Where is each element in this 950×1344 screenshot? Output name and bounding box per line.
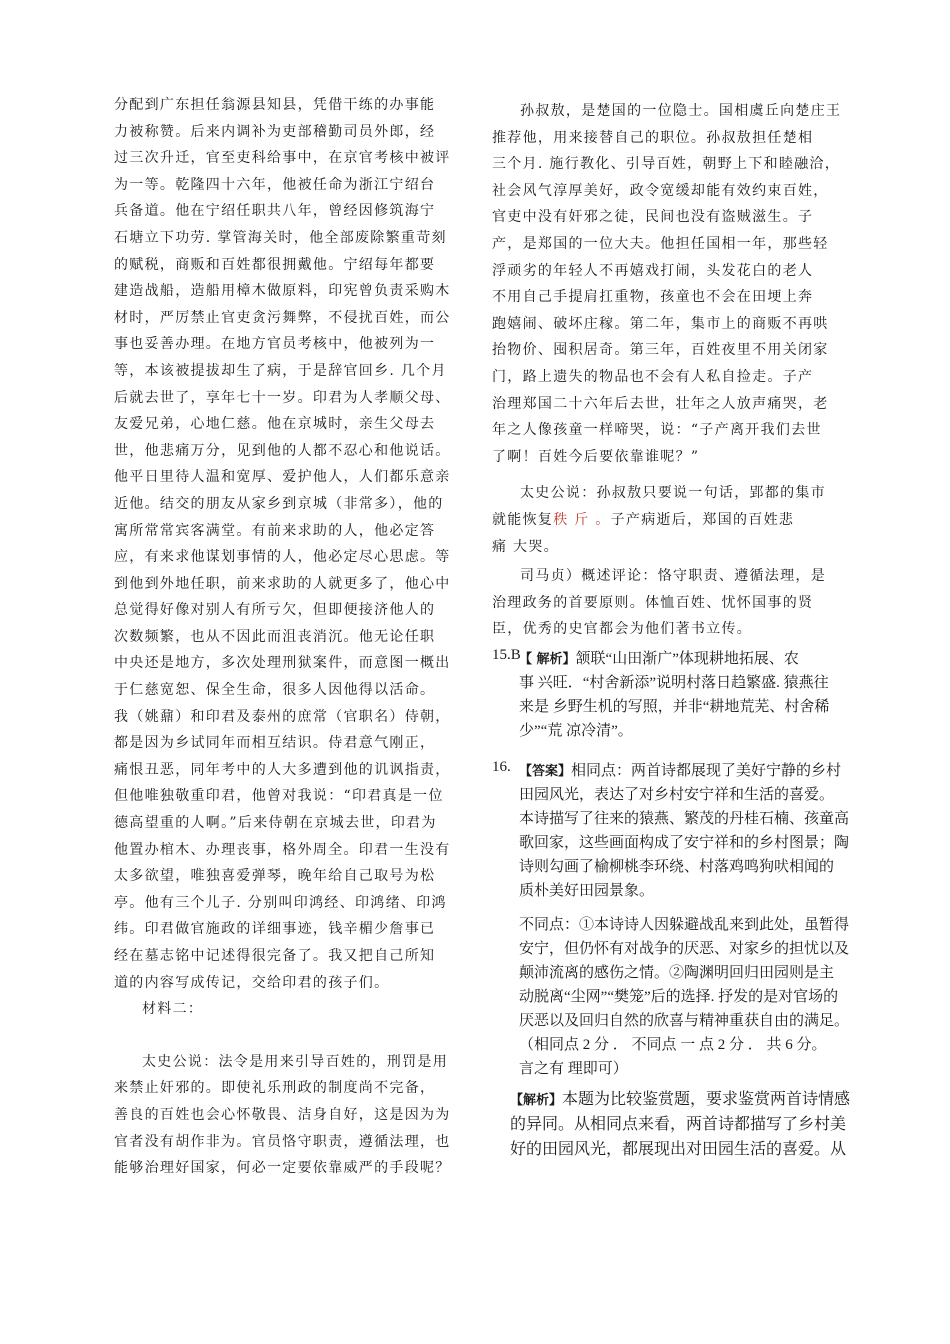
text-line: 痛 大哭。	[492, 538, 559, 555]
answer-line	[510, 1087, 864, 1112]
text-line: 三个月. 施行教化、引导百姓，朝野上下和睦融洽，	[492, 156, 841, 173]
analysis-body	[510, 1112, 864, 1162]
text-line: 中央还是地方，多次处理刑狱案件，而意图一概出	[114, 655, 451, 672]
text-line: 但他唯独敬重印君，他曾对我说：“印君真是一位	[114, 788, 444, 805]
text-line: 浮顽劣的年轻人不再嬉戏打闹，头发花白的老人	[492, 262, 814, 279]
text-line: 孙叔敖，是楚国的一位隐士。国相虞丘向楚庄王	[520, 103, 842, 119]
right-column	[492, 98, 864, 1162]
left-column	[114, 92, 464, 1182]
text-line: 诗则勾画了榆柳桃李环绕、村落鸡鸣狗吠相闻的	[519, 858, 835, 875]
text-line: 推荐他，用来接替自己的职位。孙叔敖担任楚相	[492, 129, 814, 146]
text-line: 产，是郑国的一位大夫。他担任国相一年，那些轻	[492, 235, 829, 252]
heading-material-two: 材料二：	[142, 1001, 204, 1018]
text-line: 分配到广东担任翁源县知县，凭借干练的办事能	[114, 97, 436, 113]
text-line: 石塘立下功劳. 掌管海关时，他全部废除繁重苛刻	[114, 229, 447, 246]
text-line: 官者没有胡作非为。官员恪守职责，遵循法理，也	[114, 1133, 451, 1150]
answer-difference	[519, 913, 864, 1081]
text-line: 寓所常常宾客满堂。有前来求助的人，他必定答	[114, 522, 436, 539]
text-line: 好的田园风光，都展现出对田园生活的喜爱。从	[510, 1140, 847, 1158]
text-line: 来是 乡野生机的写照，并非“耕地荒芜、村舍稀	[519, 698, 830, 715]
text-line: 能够治理好国家，何必一定要依靠威严的手段呢？	[114, 1160, 451, 1177]
text-line: 治理郑国二十六年后去世，壮年之人放声痛哭，老	[492, 395, 829, 412]
text-line: 都是因为乡试同年而相互结识。侍君意气刚正，	[114, 735, 436, 752]
text-line: 纬。印君做官施政的详细事迹，钱辛楣少詹事已	[114, 921, 436, 938]
text-line: 事也妥善办理。在地方官员考核中，他被列为一	[114, 336, 436, 353]
text-line: 质朴美好田园景象。	[519, 882, 655, 899]
text-line: 兵备道。他在宁绍任职共八年，曾经因修筑海宁	[114, 203, 436, 220]
text-line: 总觉得好像对别人有所亏欠，但即便接济他人的	[114, 602, 436, 619]
analysis-tag: 【 解析】	[519, 651, 576, 667]
question-15	[492, 647, 864, 743]
text-line: 言之有 理即可）	[519, 1060, 628, 1077]
text-line: 抬物价、囤积居奇。第三年，百姓夜里不用关闭家	[492, 342, 829, 359]
text-line: 到他到外地任职，前来求助的人就更多了，他心中	[114, 575, 451, 592]
text-line: 来禁止奸邪的。即使礼乐刑政的制度尚不完备，	[114, 1080, 436, 1097]
passage-material-two	[114, 1049, 464, 1182]
text-line: 为一等。乾隆四十六年，他被任命为浙江宁绍台	[114, 176, 436, 193]
highlighted-term: 秩 斤 。	[553, 511, 611, 528]
text-line: 道的内容写成传记，交给印君的孩子们。	[114, 974, 390, 991]
text-fragment: 相同点：两首诗都展现了美好宁静的乡村	[571, 762, 842, 779]
text-line: 力被称赞。后来内调补为吏部稽勤司员外郎，经	[114, 123, 436, 140]
text-line: 后就去世了，享年七十一岁。印君为人孝顺父母、	[114, 389, 451, 406]
text-line: 门，路上遗失的物品也不会有人私自捡走。子产	[492, 368, 814, 385]
text-line: 动脱离“尘网”“樊笼”后的选择. 抒发的是对官场的	[519, 988, 839, 1005]
text-line: 了啊！百姓今后要依靠谁呢？”	[492, 448, 700, 465]
text-line: 的异同。从相同点来看，两首诗都描写了乡村美	[510, 1115, 847, 1133]
text-line: 他平日里待人温和宽厚、爱护他人，人们都乐意亲	[114, 469, 451, 486]
spacer	[114, 1023, 464, 1049]
analysis-block	[492, 1087, 864, 1162]
answer-similarity	[519, 783, 864, 903]
text-line: 太多欲望，唯独喜爱弹琴，晚年给自己取号为松	[114, 868, 436, 885]
passage-sun-shuao-zichan	[492, 98, 864, 470]
text-line: 材时，严厉禁止官吏贪污舞弊，不侵扰百姓，而公	[114, 309, 451, 326]
text-line: 不同点：①本诗诗人因躲避战乱来到此处，虽暂得	[519, 916, 850, 933]
text-line: 友爱兄弟，心地仁慈。他在京城时，亲生父母去	[114, 416, 436, 433]
text-line: 德高望重的人啊。”后来侍朝在京城去世，印君为	[114, 815, 437, 832]
text-line: 跑嬉闹、破坏庄稼。第二年，集市上的商贩不再哄	[492, 315, 829, 332]
answer-tag: 【答案】	[519, 763, 572, 779]
text-line: 臣，优秀的史官都会为他们著书立传。	[492, 621, 753, 638]
text-line: 年之人像孩童一样啼哭，说：“子产离开我们去世	[492, 422, 822, 439]
question-number: 16.	[492, 758, 511, 775]
text-line: 我（姚鼐）和印君及泰州的庶常（官职名）侍朝，	[114, 708, 451, 725]
text-line	[492, 507, 864, 534]
text-line: 于仁慈宽恕、保全生命，很多人因他得以活命。	[114, 682, 436, 699]
text-line: 过三次升迁，官至吏科给事中，在京官考核中被评	[114, 150, 451, 167]
text-line: （相同点 2 分 ． 不同点 一 点 2 分 ． 共 6 分。	[519, 1036, 827, 1053]
text-line: 近他。结交的朋友从家乡到京城（非常多），他的	[114, 495, 444, 512]
text-line: 田园风光，表达了对乡村安宁祥和生活的喜爱。	[519, 786, 835, 803]
text-line: 不用自己手提肩扛重物，孩童也不会在田埂上奔	[492, 289, 814, 306]
text-line: 颠沛流离的感伤之情。②陶渊明回归田园则是主	[519, 964, 835, 981]
text-line: 应，有来求他谋划事情的人，他必定尽心思虑。等	[114, 549, 451, 566]
text-line: 社会风气淳厚美好，政令宽缓却能有效约束百姓，	[492, 182, 829, 199]
text-line: 他置办棺木、办理丧事，格外周全。印君一生没有	[114, 841, 451, 858]
text-line: 太史公说：孙叔敖只要说一句话，郢都的集市	[520, 485, 826, 502]
question-16	[492, 759, 864, 1162]
text-line: 太史公说：法令是用来引导百姓的，刑罚是用	[142, 1053, 448, 1070]
text-line: 痛恨丑恶，同年考中的人大多遭到他的讥讽指责，	[114, 761, 451, 778]
text-line: 歌回家，这些画面构成了安宁祥和的乡村图景；陶	[519, 834, 850, 851]
answer-line	[519, 647, 864, 671]
text-line: 经在墓志铭中记述得很完备了。我又把自己所知	[114, 948, 436, 964]
text-line: 厌恶以及回归自然的欣喜与精神重获自由的满足。	[519, 1012, 850, 1029]
text-line: 安宁，但仍怀有对战争的厌恶、对家乡的担忧以及	[519, 940, 850, 957]
text-line: 亭。他有三个儿子. 分别叫印鸿经、印鸿绪、印鸿	[114, 894, 447, 911]
taishigong-comment	[492, 480, 864, 560]
text-line: 等，本该被提拔却生了病，于是辞官回乡. 几个月	[114, 362, 447, 379]
text-line: 的赋税，商贩和百姓都很拥戴他。宁绍每年都要	[114, 256, 436, 273]
text-fragment: 子产病逝后，郑国的百姓悲	[610, 511, 795, 528]
answer-body	[519, 671, 864, 743]
passage-material-one	[114, 92, 464, 996]
text-fragment: 本题为比较鉴赏题，要求鉴赏两首诗情感	[562, 1090, 851, 1108]
text-line: 本诗描写了往来的猿燕、繁茂的丹桂石楠、孩童高	[519, 810, 850, 827]
text-line: 次数频繁，也从不因此而沮丧消沉。他无论任职	[114, 628, 436, 645]
text-line: 少”“荒 凉冷清”。	[519, 722, 633, 739]
text-fragment: 颔联“山田渐广”体现耕地拓展、农	[575, 650, 799, 667]
text-line: 建造战船，造船用樟木做原料，印宪曾负责采购木	[114, 283, 451, 300]
sima-zhen-comment	[492, 563, 864, 643]
text-line: 官吏中没有奸邪之徒，民间也没有盗贼滋生。子	[492, 209, 814, 226]
text-line: 治理政务的首要原则。体恤百姓、忧怀国事的贤	[492, 594, 814, 611]
text-line: 司马贞）概述评论：恪守职责、遵循法理，是	[520, 568, 826, 585]
spacer	[492, 470, 864, 480]
text-fragment: 就能恢复	[492, 511, 554, 528]
question-number: 15.B	[492, 646, 521, 663]
text-line: 事 兴旺．“村舍新添”说明村落日趋繁盛. 猿燕往	[519, 674, 829, 691]
text-line: 世，他悲痛万分，见到他的人都不忍心和他说话。	[114, 442, 451, 459]
analysis-tag: 【解析】	[510, 1092, 563, 1108]
text-line: 善良的百姓也会心怀敬畏、洁身自好，这是因为为	[114, 1106, 451, 1123]
answer-line	[519, 759, 864, 783]
